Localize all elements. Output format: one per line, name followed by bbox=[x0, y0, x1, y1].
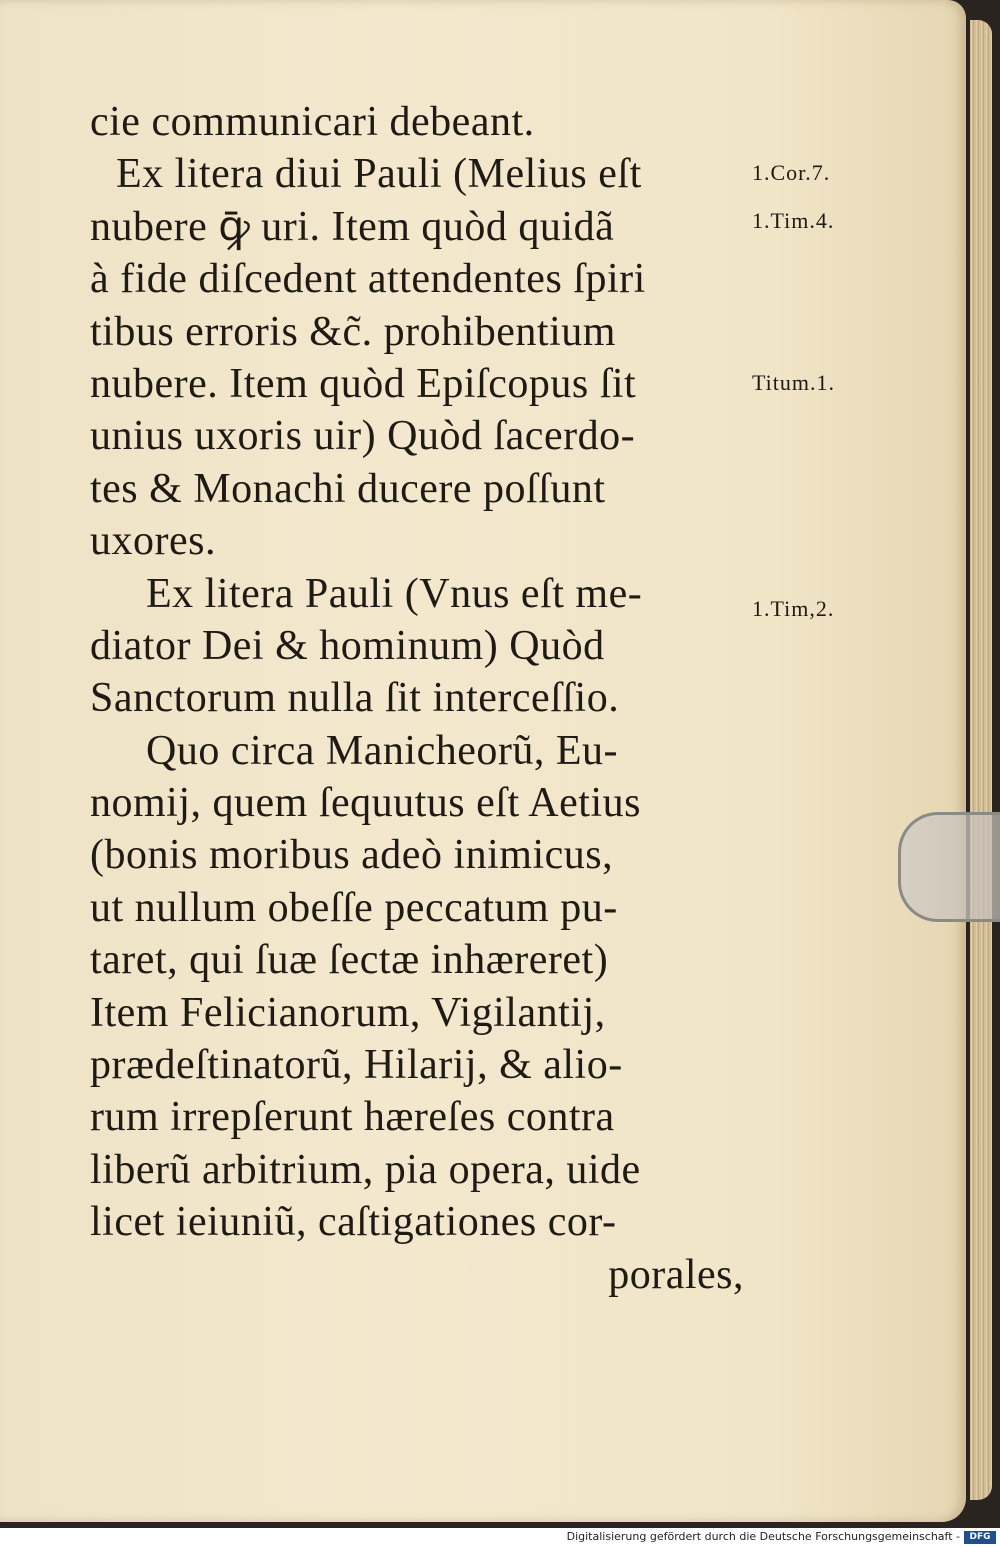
text-line: licet ieiuniũ, caſtigationes cor- bbox=[90, 1199, 617, 1246]
text-line: ut nullum obeſſe peccatum pu- bbox=[90, 884, 618, 931]
footer-bar bbox=[0, 1528, 1000, 1547]
text-line: nomij, quem ſequutus eſt Aetius bbox=[90, 780, 641, 827]
text-line: Sanctorum nulla ſit interceſſio. bbox=[90, 675, 620, 722]
main-text-block bbox=[90, 96, 750, 1301]
text-line: prædeſtinatorũ, Hilarij, & alio- bbox=[90, 1042, 623, 1089]
text-line: rum irrepſerunt hæreſes contra bbox=[90, 1094, 615, 1141]
dfg-logo: DFG bbox=[964, 1531, 996, 1544]
text-line: diator Dei & hominum) Quòd bbox=[90, 622, 605, 669]
catchword: porales, bbox=[608, 1251, 744, 1298]
text-line: nubere. Item quòd Epiſcopus ſit bbox=[90, 360, 637, 407]
text-line: cie communicari debeant. bbox=[90, 99, 535, 145]
margin-note: 1.Tim,2. bbox=[752, 596, 835, 621]
text-line: unius uxoris uir) Quòd ſacerdo- bbox=[90, 413, 636, 460]
margin-note: 1.Cor.7. bbox=[752, 160, 831, 185]
text-line: (bonis moribus adeò inimicus, bbox=[90, 832, 614, 879]
text-line: taret, qui ſuæ ſectæ inhæreret) bbox=[90, 937, 609, 984]
text-line: Ex litera diui Pauli (Melius eſt bbox=[116, 151, 642, 198]
text-line: à fide diſcedent attendentes ſpiri bbox=[90, 256, 646, 303]
bookmark-clip bbox=[898, 812, 1000, 922]
text-line: nubere ꝙ̄ uri. Item quòd quidã bbox=[90, 203, 615, 250]
text-line: Ex litera Pauli (Vnus eſt me- bbox=[146, 570, 643, 617]
margin-note: 1.Tim.4. bbox=[752, 208, 835, 233]
text-line: tibus erroris &c̃. prohibentium bbox=[90, 308, 616, 355]
text-line: Item Felicianorum, Vigilantij, bbox=[90, 989, 606, 1036]
margin-note: Titum.1. bbox=[752, 370, 836, 395]
text-line: Quo circa Manicheorũ, Eu- bbox=[146, 727, 618, 774]
text-line: tes & Monachi ducere poſſunt bbox=[90, 465, 606, 512]
text-line: liberũ arbitrium, pia opera, uide bbox=[90, 1146, 641, 1193]
page-edges bbox=[970, 20, 992, 1500]
text-line: uxores. bbox=[90, 518, 216, 565]
footer-credit: Digitalisierung gefördert durch die Deutsche Forschungsgemeinschaft - bbox=[566, 1530, 960, 1543]
